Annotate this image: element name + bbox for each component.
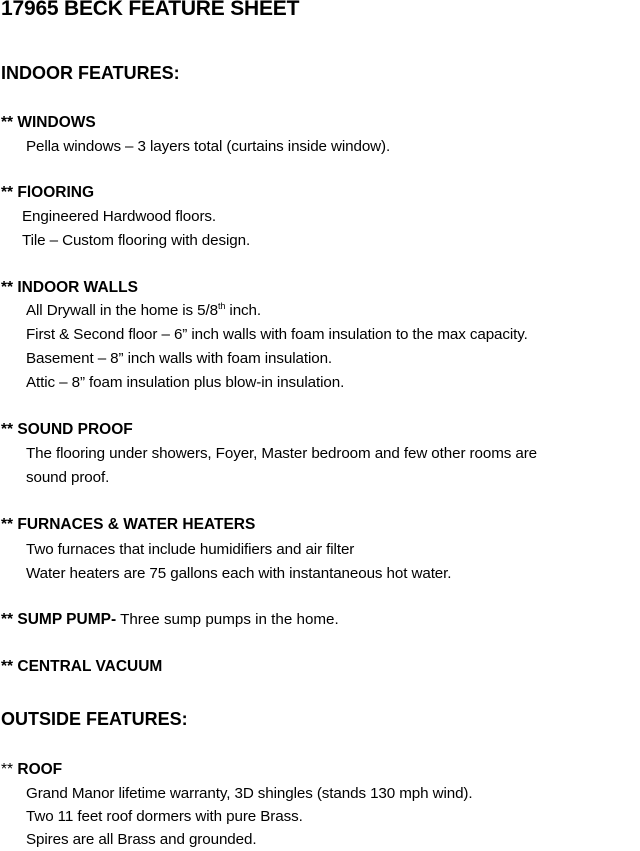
drywall-text-end: inch.	[225, 302, 261, 319]
indoor-walls-heading: ** INDOOR WALLS	[1, 279, 138, 296]
drywall-text: All Drywall in the home is 5/8	[26, 302, 218, 319]
walls-line: First & Second floor – 6” inch walls with foam insulation to the max capacity.	[26, 326, 528, 343]
flooring-heading: ** FlOORING	[1, 184, 95, 201]
windows-line: Pella windows – 3 layers total (curtains inside window).	[26, 138, 391, 155]
sump-pump-heading: ** SUMP PUMP-	[1, 611, 117, 628]
roof-line: Spires are all Brass and grounded.	[26, 831, 257, 848]
page-title: 17965 BECK FEATURE SHEET	[1, 0, 300, 20]
sound-proof-line: The flooring under showers, Foyer, Master bedroom and few other rooms are	[26, 445, 538, 462]
roof-heading-row	[1, 761, 62, 779]
furnaces-heading: ** FURNACES & WATER HEATERS	[1, 516, 256, 533]
drywall-line	[26, 302, 261, 319]
furnaces-line: Water heaters are 75 gallons each with instantaneous hot water.	[26, 565, 452, 582]
walls-line: Attic – 8” foam insulation plus blow-in insulation.	[26, 374, 345, 391]
windows-heading: ** WINDOWS	[1, 114, 96, 131]
roof-heading: ROOF	[17, 761, 63, 778]
furnaces-line: Two furnaces that include humidifiers and air filter	[26, 541, 355, 558]
sound-proof-line: sound proof.	[26, 469, 110, 486]
outside-features-heading: OUTSIDE FEATURES:	[1, 709, 188, 729]
drywall-superscript: th	[217, 300, 226, 311]
roof-line: Grand Manor lifetime warranty, 3D shingles (stands 130 mph wind).	[26, 785, 473, 802]
sound-proof-heading: ** SOUND PROOF	[1, 421, 133, 438]
flooring-line: Tile – Custom flooring with design.	[22, 232, 251, 249]
flooring-line: Engineered Hardwood floors.	[22, 208, 217, 225]
sump-pump-text: Three sump pumps in the home.	[116, 611, 339, 628]
walls-line: Basement – 8” inch walls with foam insulation.	[26, 350, 333, 367]
roof-line: Two 11 feet roof dormers with pure Brass.	[26, 808, 303, 825]
indoor-features-heading: INDOOR FEATURES:	[1, 63, 180, 83]
sump-pump-row	[1, 611, 339, 629]
roof-heading-prefix: **	[1, 761, 18, 778]
central-vacuum-heading: ** CENTRAL VACUUM	[1, 658, 163, 675]
